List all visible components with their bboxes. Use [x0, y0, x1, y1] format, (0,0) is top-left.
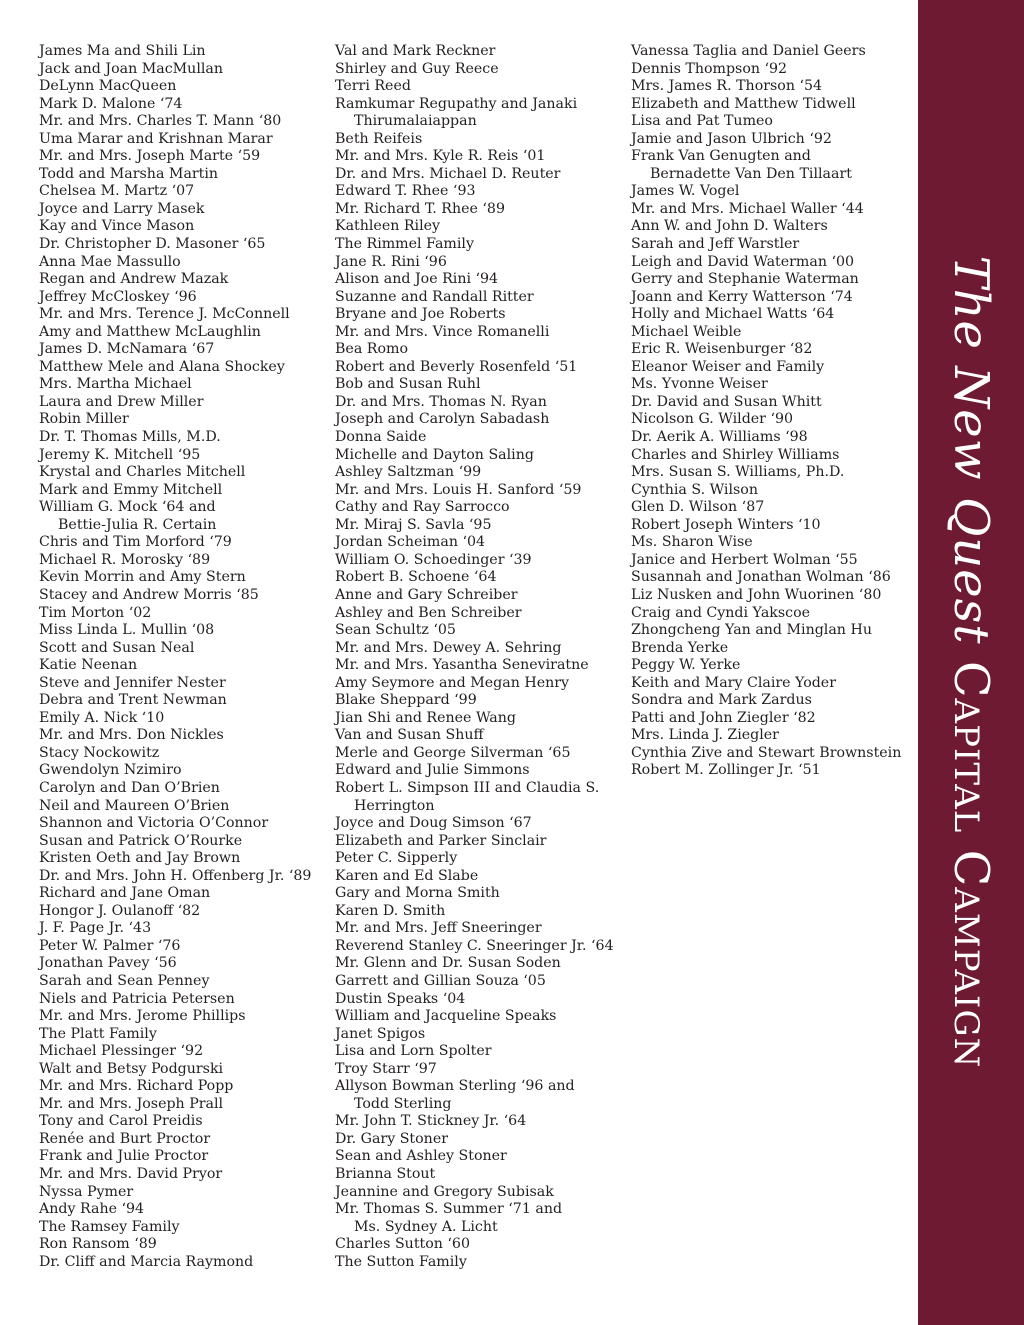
donor-name: Mr. and Mrs. Joseph Marte ‘59 [39, 148, 261, 165]
donor-name: Jamie and Jason Ulbrich ‘92 [631, 130, 832, 147]
donor-name: Emily A. Nick ‘10 [39, 709, 165, 726]
donor-name: Kevin Morrin and Amy Stern [39, 569, 246, 586]
donor-name-continued: Thirumalaiappan [354, 113, 477, 130]
donor-name: Dr. and Mrs. Michael D. Reuter [335, 165, 561, 182]
donor-name-continued: Herrington [354, 797, 435, 814]
donor-name: Dr. T. Thomas Mills, M.D. [39, 429, 221, 446]
donor-name: Sean Schultz ‘05 [335, 622, 456, 639]
donor-name: Todd and Marsha Martin [39, 165, 219, 182]
donor-name: Val and Mark Reckner [335, 43, 496, 59]
donor-name: Miss Linda L. Mullin ‘08 [39, 622, 215, 639]
donor-name: Brenda Yerke [631, 639, 729, 656]
donor-name: Joseph and Carolyn Sabadash [335, 411, 550, 428]
donor-name: Terri Reed [335, 78, 411, 95]
donor-name: Alison and Joe Rini ‘94 [335, 271, 499, 288]
donor-name: Cynthia Zive and Stewart Brownstein [631, 744, 902, 761]
donor-name: Sondra and Mark Zardus [631, 692, 812, 709]
donor-name: Ann W. and John D. Walters [631, 218, 828, 235]
donor-name: James D. McNamara ‘67 [39, 341, 215, 358]
donor-name: The Ramsey Family [39, 1218, 180, 1235]
donor-name: Bea Romo [335, 341, 409, 358]
donor-name: Charles and Shirley Williams [631, 446, 840, 463]
donor-name: Dr. Gary Stoner [335, 1130, 448, 1147]
donor-name: Jack and Joan MacMullan [39, 60, 223, 77]
donor-name: Michelle and Dayton Saling [335, 446, 534, 463]
donor-name: Michael Weible [631, 323, 742, 340]
donor-name: Mr. John T. Stickney Jr. ‘64 [335, 1113, 527, 1130]
donor-name: Jian Shi and Renee Wang [335, 709, 516, 726]
donor-name: The Platt Family [39, 1025, 157, 1042]
donor-name: Robert M. Zollinger Jr. ‘51 [631, 762, 821, 779]
donor-name: Lisa and Pat Tumeo [631, 113, 773, 130]
donor-name: Dennis Thompson ‘92 [631, 60, 788, 77]
donor-name: Laura and Drew Miller [39, 393, 204, 410]
donor-name: Lisa and Lorn Spolter [335, 1043, 492, 1060]
donor-name: Sarah and Sean Penney [39, 972, 210, 989]
donor-name: Renée and Burt Proctor [39, 1130, 211, 1147]
donor-name: Kathleen Riley [335, 218, 441, 235]
donor-name: Merle and George Silverman ‘65 [335, 744, 571, 761]
donor-name: Dr. David and Susan Whitt [631, 393, 822, 410]
donor-name: Charles Sutton ‘60 [335, 1236, 470, 1253]
donor-name: Michael Plessinger ‘92 [39, 1043, 204, 1060]
donor-name: Ramkumar Regupathy and Janaki [335, 95, 578, 112]
donor-name: Blake Sheppard ‘99 [335, 692, 477, 709]
donor-name: Mr. and Mrs. Jeff Sneeringer [335, 920, 542, 937]
donor-name: Debra and Trent Newman [39, 692, 227, 709]
donor-name: James W. Vogel [631, 183, 740, 200]
donor-name: Keith and Mary Claire Yoder [631, 674, 836, 691]
donor-name-continued: Ms. Sydney A. Licht [354, 1218, 498, 1235]
donor-name: Scott and Susan Neal [39, 639, 195, 656]
donor-name: Mark D. Malone ‘74 [39, 95, 183, 112]
donor-name: Mr. Glenn and Dr. Susan Soden [335, 955, 561, 972]
donor-name: Robin Miller [39, 411, 129, 428]
donor-name: Michael R. Morosky ‘89 [39, 551, 211, 568]
donor-name: Amy Seymore and Megan Henry [335, 674, 570, 691]
donor-name: Amy and Matthew McLaughlin [39, 323, 261, 340]
donor-name: Van and Susan Shuff [335, 727, 484, 744]
donor-name: Hongor J. Oulanoff ‘82 [39, 902, 201, 919]
donor-name: Mr. and Mrs. Vince Romanelli [335, 323, 550, 340]
donor-name: Shirley and Guy Reece [335, 60, 499, 77]
donor-name: Uma Marar and Krishnan Marar [39, 130, 273, 147]
donor-name: Niels and Patricia Petersen [39, 990, 235, 1007]
donor-name: Reverend Stanley C. Sneeringer Jr. ‘64 [335, 937, 614, 954]
donor-name: Jeremy K. Mitchell ‘95 [39, 446, 201, 463]
donor-name: Jeffrey McCloskey ‘96 [39, 288, 197, 305]
donor-name: Peter W. Palmer ‘76 [39, 937, 181, 954]
donor-name: Dr. and Mrs. Thomas N. Ryan [335, 393, 547, 410]
donor-name: Frank and Julie Proctor [39, 1148, 209, 1165]
donor-name: Zhongcheng Yan and Minglan Hu [631, 622, 872, 639]
donor-name: Chelsea M. Martz ‘07 [39, 183, 195, 200]
donor-name: Craig and Cyndi Yakscoe [631, 604, 811, 621]
donor-name: Sean and Ashley Stoner [335, 1148, 507, 1165]
donor-name: Edward T. Rhee ‘93 [335, 183, 476, 200]
donor-name: Mr. and Mrs. Jerome Phillips [39, 1008, 246, 1025]
donor-name: Jeannine and Gregory Subisak [335, 1183, 554, 1200]
donor-name: William G. Mock ‘64 and [39, 499, 216, 516]
donor-name: Steve and Jennifer Nester [39, 674, 226, 691]
donor-name: Mr. and Mrs. Don Nickles [39, 727, 224, 744]
donor-name: Mrs. James R. Thorson ‘54 [631, 78, 823, 95]
donor-name: Anne and Gary Schreiber [335, 586, 518, 603]
donor-name: Neil and Maureen O’Brien [39, 797, 230, 814]
donor-column-2 [335, 43, 620, 1271]
donor-name: Mr. and Mrs. Yasantha Seneviratne [335, 657, 589, 674]
donor-name: Robert L. Simpson III and Claudia S. [335, 779, 600, 796]
donor-name: Ms. Sharon Wise [631, 534, 753, 551]
donor-name: Stacey and Andrew Morris ‘85 [39, 586, 259, 603]
donor-name: Mrs. Linda J. Ziegler [631, 727, 779, 744]
donor-name: Robert and Beverly Rosenfeld ‘51 [335, 358, 578, 375]
donor-name: Garrett and Gillian Souza ‘05 [335, 972, 546, 989]
donor-name: Mrs. Susan S. Williams, Ph.D. [631, 464, 845, 481]
donor-name: Janice and Herbert Wolman ‘55 [631, 551, 858, 568]
donor-name: Kay and Vince Mason [39, 218, 195, 235]
donor-name: DeLynn MacQueen [39, 78, 177, 95]
donor-name: Mr. and Mrs. Michael Waller ‘44 [631, 200, 864, 217]
donor-name: Joann and Kerry Watterson ‘74 [631, 288, 853, 305]
donor-name: Sarah and Jeff Warstler [631, 236, 800, 253]
donor-name: Jordan Scheiman ‘04 [335, 534, 486, 551]
donor-name: James Ma and Shili Lin [39, 43, 206, 59]
donor-name-continued: Todd Sterling [354, 1095, 452, 1112]
donor-name: Gary and Morna Smith [335, 885, 500, 902]
donor-name: Matthew Mele and Alana Shockey [39, 358, 285, 375]
donor-name: Mr. Richard T. Rhee ‘89 [335, 200, 505, 217]
donor-name: Walt and Betsy Podgurski [39, 1060, 224, 1077]
donor-name: Stacy Nockowitz [39, 744, 160, 761]
donor-name: Mr. Thomas S. Summer ‘71 and [335, 1201, 563, 1218]
donor-name: Brianna Stout [335, 1166, 436, 1182]
donor-name: Tim Morton ‘02 [39, 604, 152, 621]
donor-name: Dustin Speaks ‘04 [335, 990, 466, 1007]
donor-name: Carolyn and Dan O’Brien [39, 779, 220, 796]
donor-name: Shannon and Victoria O’Connor [39, 815, 269, 832]
donor-name: Suzanne and Randall Ritter [335, 288, 534, 305]
donor-name: Katie Neenan [39, 657, 138, 674]
donor-name: Leigh and David Waterman ‘00 [631, 253, 855, 270]
donor-name: Krystal and Charles Mitchell [39, 464, 246, 481]
donor-name: Elizabeth and Parker Sinclair [335, 832, 547, 849]
donor-name: Elizabeth and Matthew Tidwell [631, 95, 856, 112]
donor-name: Beth Reifeis [335, 130, 423, 147]
donor-name: Allyson Bowman Sterling ‘96 and [335, 1078, 575, 1095]
donor-name: Mrs. Martha Michael [39, 376, 192, 393]
donor-name: Vanessa Taglia and Daniel Geers [631, 43, 866, 59]
campaign-title-capital: Capital Campaign [943, 660, 999, 1069]
donor-name: Mark and Emmy Mitchell [39, 481, 223, 498]
donor-name: The Rimmel Family [335, 236, 474, 253]
donor-name: Bryane and Joe Roberts [335, 306, 506, 323]
donor-name: Tony and Carol Preidis [39, 1113, 203, 1130]
campaign-title [943, 256, 999, 1069]
donor-name: Mr. and Mrs. Kyle R. Reis ‘01 [335, 148, 546, 165]
donor-name: Gwendolyn Nzimiro [39, 762, 182, 779]
donor-name: Cynthia S. Wilson [631, 481, 758, 498]
campaign-side-band [918, 0, 1024, 1325]
donor-name: Edward and Julie Simmons [335, 762, 530, 779]
donor-name: Mr. and Mrs. Joseph Prall [39, 1095, 224, 1112]
donor-name: Joyce and Doug Simson ‘67 [335, 815, 532, 832]
donor-name: J. F. Page Jr. ‘43 [39, 920, 152, 937]
donor-name: Troy Starr ‘97 [335, 1060, 437, 1077]
donor-name: The Sutton Family [335, 1253, 467, 1270]
donor-name: Ms. Yvonne Weiser [631, 376, 768, 393]
donor-name: Cathy and Ray Sarrocco [335, 499, 510, 516]
donor-name: Dr. and Mrs. John H. Offenberg Jr. ‘89 [39, 867, 312, 884]
donor-name: Peter C. Sipperly [335, 850, 458, 867]
donor-name: Mr. and Mrs. Louis H. Sanford ‘59 [335, 481, 582, 498]
campaign-title-quest: The New Quest [943, 255, 999, 645]
donor-name: Holly and Michael Watts ‘64 [631, 306, 835, 323]
donor-name: Peggy W. Yerke [631, 657, 741, 674]
donor-name: Karen D. Smith [335, 902, 446, 919]
donor-name: Frank Van Genugten and [631, 148, 811, 165]
donor-name: Gerry and Stephanie Waterman [631, 271, 859, 288]
donor-column-3 [631, 43, 911, 780]
donor-name: Ashley and Ben Schreiber [335, 604, 522, 621]
donor-name: Nyssa Pymer [39, 1183, 134, 1200]
donor-column-1 [39, 43, 324, 1271]
donor-name: Andy Rahe ‘94 [39, 1201, 145, 1218]
donor-name: Dr. Christopher D. Masoner ‘65 [39, 236, 266, 253]
donor-name: Mr. and Mrs. Charles T. Mann ‘80 [39, 113, 282, 130]
donor-name: Richard and Jane Oman [39, 885, 211, 902]
donor-name: Mr. Miraj S. Savla ‘95 [335, 516, 492, 533]
donor-name: Dr. Aerik A. Williams ‘98 [631, 429, 808, 446]
donor-name: Mr. and Mrs. Terence J. McConnell [39, 306, 290, 323]
donor-name: Nicolson G. Wilder ‘90 [631, 411, 794, 428]
donor-name: Bob and Susan Ruhl [335, 376, 481, 393]
donor-name: Robert B. Schoene ‘64 [335, 569, 497, 586]
donor-name: Mr. and Mrs. Dewey A. Sehring [335, 639, 562, 656]
donor-name: Eleanor Weiser and Family [631, 358, 825, 375]
donor-name: Glen D. Wilson ‘87 [631, 499, 765, 516]
donor-name: Regan and Andrew Mazak [39, 271, 229, 288]
donor-name: Karen and Ed Slabe [335, 867, 479, 884]
donor-name: Kristen Oeth and Jay Brown [39, 850, 241, 867]
donor-name: William O. Schoedinger ‘39 [335, 551, 532, 568]
donor-name: Mr. and Mrs. Richard Popp [39, 1078, 234, 1095]
donor-name: Liz Nusken and John Wuorinen ‘80 [631, 586, 882, 603]
donor-name: Robert Joseph Winters ‘10 [631, 516, 821, 533]
donor-name: Anna Mae Massullo [39, 253, 181, 270]
donor-name: Donna Saide [335, 429, 427, 446]
donor-name-continued: Bernadette Van Den Tillaart [650, 165, 852, 182]
donor-name: Jane R. Rini ‘96 [335, 253, 447, 270]
donor-name: Ron Ransom ‘89 [39, 1236, 157, 1253]
donor-name: William and Jacqueline Speaks [335, 1008, 557, 1025]
donor-name: Ashley Saltzman ‘99 [335, 464, 482, 481]
donor-name: Eric R. Weisenburger ‘82 [631, 341, 813, 358]
donor-name: Chris and Tim Morford ‘79 [39, 534, 232, 551]
donor-name-continued: Bettie-Julia R. Certain [58, 516, 217, 533]
donor-name: Mr. and Mrs. David Pryor [39, 1166, 223, 1182]
donor-name: Dr. Cliff and Marcia Raymond [39, 1253, 254, 1270]
donor-name: Jonathan Pavey ‘56 [39, 955, 177, 972]
donor-name: Janet Spigos [335, 1025, 426, 1042]
donor-name: Susan and Patrick O’Rourke [39, 832, 243, 849]
donor-name: Joyce and Larry Masek [39, 200, 205, 217]
donor-name: Susannah and Jonathan Wolman ‘86 [631, 569, 891, 586]
donor-name: Patti and John Ziegler ‘82 [631, 709, 816, 726]
